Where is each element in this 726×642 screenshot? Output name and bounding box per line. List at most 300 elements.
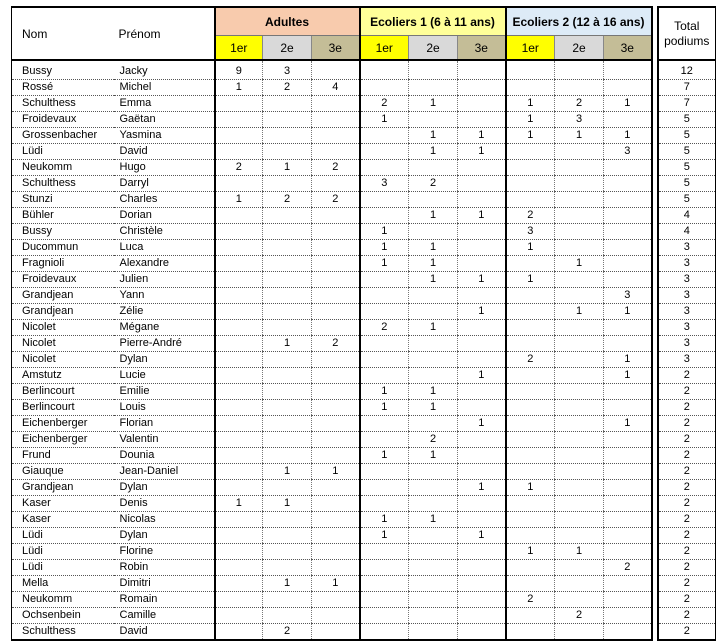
cell-a-1 bbox=[215, 544, 263, 560]
table-row bbox=[12, 576, 716, 592]
cell-prenom: Dylan bbox=[114, 352, 215, 368]
cell-e2-3 bbox=[604, 480, 652, 496]
cell-a-2 bbox=[263, 96, 312, 112]
cell-nom: Stunzi bbox=[12, 192, 114, 208]
cell-a-2 bbox=[263, 592, 312, 608]
cell-e1-3 bbox=[458, 576, 506, 592]
cell-nom: Ochsenbein bbox=[12, 608, 114, 624]
cell-prenom: Hugo bbox=[114, 160, 215, 176]
cell-a-1 bbox=[215, 448, 263, 464]
col-header-prenom: Prénom bbox=[114, 7, 215, 60]
cell-e2-1: 2 bbox=[506, 208, 555, 224]
cell-e1-2: 1 bbox=[409, 400, 458, 416]
cell-e2-2 bbox=[555, 592, 604, 608]
cell-nom: Berlincourt bbox=[12, 384, 114, 400]
cell-a-1 bbox=[215, 464, 263, 480]
cell-e1-2 bbox=[409, 80, 458, 96]
cell-nom: Schulthess bbox=[12, 96, 114, 112]
cell-a-1 bbox=[215, 288, 263, 304]
table-row bbox=[12, 256, 716, 272]
cell-e2-3 bbox=[604, 336, 652, 352]
cell-e2-1 bbox=[506, 464, 555, 480]
cell-e1-1: 2 bbox=[360, 96, 409, 112]
cell-e2-2 bbox=[555, 320, 604, 336]
cell-a-3 bbox=[312, 528, 360, 544]
cell-e1-3 bbox=[458, 80, 506, 96]
cell-e2-3 bbox=[604, 192, 652, 208]
cell-e1-2 bbox=[409, 576, 458, 592]
cell-nom: Schulthess bbox=[12, 176, 114, 192]
cell-prenom: Gaëtan bbox=[114, 112, 215, 128]
cell-a-2 bbox=[263, 320, 312, 336]
cell-e1-1 bbox=[360, 544, 409, 560]
cell-prenom: Romain bbox=[114, 592, 215, 608]
cell-e2-2 bbox=[555, 624, 604, 641]
cell-a-2 bbox=[263, 240, 312, 256]
cell-e1-2: 1 bbox=[409, 272, 458, 288]
cell-a-3 bbox=[312, 96, 360, 112]
cell-prenom: Florian bbox=[114, 416, 215, 432]
cell-a-2 bbox=[263, 384, 312, 400]
cell-a-2 bbox=[263, 288, 312, 304]
cell-e2-1 bbox=[506, 496, 555, 512]
cell-prenom: Dorian bbox=[114, 208, 215, 224]
cell-a-1 bbox=[215, 416, 263, 432]
cell-e2-3: 1 bbox=[604, 96, 652, 112]
cell-e1-1 bbox=[360, 624, 409, 641]
cell-e2-3 bbox=[604, 464, 652, 480]
cell-prenom: Denis bbox=[114, 496, 215, 512]
cell-a-2 bbox=[263, 416, 312, 432]
cell-e2-1 bbox=[506, 336, 555, 352]
ecoliers2-2e-header: 2e bbox=[555, 36, 604, 61]
cell-e1-2 bbox=[409, 464, 458, 480]
cell-e1-3 bbox=[458, 96, 506, 112]
cell-e1-1 bbox=[360, 480, 409, 496]
cell-a-2: 1 bbox=[263, 336, 312, 352]
cell-total: 2 bbox=[658, 592, 716, 608]
cell-a-3 bbox=[312, 224, 360, 240]
cell-a-3 bbox=[312, 128, 360, 144]
cell-e1-1 bbox=[360, 496, 409, 512]
cell-e2-3 bbox=[604, 208, 652, 224]
cell-a-1 bbox=[215, 176, 263, 192]
cell-total: 5 bbox=[658, 128, 716, 144]
cell-e2-2 bbox=[555, 160, 604, 176]
cell-e1-3 bbox=[458, 384, 506, 400]
cell-e1-1 bbox=[360, 592, 409, 608]
cell-e2-3 bbox=[604, 576, 652, 592]
cell-total: 5 bbox=[658, 144, 716, 160]
cell-a-2: 1 bbox=[263, 160, 312, 176]
cell-total: 3 bbox=[658, 352, 716, 368]
cell-e1-3: 1 bbox=[458, 144, 506, 160]
cell-e1-1 bbox=[360, 272, 409, 288]
cell-a-1 bbox=[215, 624, 263, 641]
cell-a-3 bbox=[312, 144, 360, 160]
cell-e1-1 bbox=[360, 416, 409, 432]
cell-total: 5 bbox=[658, 112, 716, 128]
cell-nom: Bussy bbox=[12, 60, 114, 80]
cell-a-3 bbox=[312, 496, 360, 512]
cell-prenom: Dylan bbox=[114, 528, 215, 544]
cell-e2-3: 1 bbox=[604, 304, 652, 320]
cell-prenom: Dimitri bbox=[114, 576, 215, 592]
cell-nom: Fragnioli bbox=[12, 256, 114, 272]
cell-e1-2 bbox=[409, 352, 458, 368]
cell-e2-3: 3 bbox=[604, 288, 652, 304]
cell-total: 2 bbox=[658, 368, 716, 384]
cell-nom: Froidevaux bbox=[12, 272, 114, 288]
total-header-line2: podiums bbox=[664, 33, 710, 48]
cell-e2-3 bbox=[604, 224, 652, 240]
cell-e2-2 bbox=[555, 384, 604, 400]
cell-a-2 bbox=[263, 144, 312, 160]
cell-e1-2 bbox=[409, 624, 458, 641]
cell-prenom: Luca bbox=[114, 240, 215, 256]
cell-e2-3 bbox=[604, 512, 652, 528]
cell-e1-1: 1 bbox=[360, 256, 409, 272]
cell-a-3 bbox=[312, 256, 360, 272]
cell-a-1 bbox=[215, 128, 263, 144]
cell-total: 2 bbox=[658, 560, 716, 576]
cell-total: 7 bbox=[658, 96, 716, 112]
cell-a-3 bbox=[312, 512, 360, 528]
cell-nom: Frund bbox=[12, 448, 114, 464]
table-row bbox=[12, 528, 716, 544]
cell-a-3 bbox=[312, 352, 360, 368]
cell-nom: Grossenbacher bbox=[12, 128, 114, 144]
cell-e2-2 bbox=[555, 144, 604, 160]
cell-prenom: David bbox=[114, 624, 215, 641]
cell-a-3: 2 bbox=[312, 192, 360, 208]
cell-e2-2 bbox=[555, 272, 604, 288]
cell-e1-3 bbox=[458, 240, 506, 256]
total-header-line1: Total bbox=[674, 18, 700, 33]
cell-a-1 bbox=[215, 144, 263, 160]
cell-prenom: Michel bbox=[114, 80, 215, 96]
cell-e2-3: 1 bbox=[604, 352, 652, 368]
cell-e1-3 bbox=[458, 624, 506, 641]
cell-total: 2 bbox=[658, 608, 716, 624]
cell-e2-2 bbox=[555, 400, 604, 416]
cell-e2-3: 1 bbox=[604, 128, 652, 144]
cell-e2-1 bbox=[506, 304, 555, 320]
cell-total: 2 bbox=[658, 576, 716, 592]
cell-a-2: 2 bbox=[263, 80, 312, 96]
cell-prenom: Valentin bbox=[114, 432, 215, 448]
table-row bbox=[12, 384, 716, 400]
ecoliers2-3e-header: 3e bbox=[604, 36, 652, 61]
cell-a-2 bbox=[263, 272, 312, 288]
cell-e2-1 bbox=[506, 288, 555, 304]
cell-nom: Grandjean bbox=[12, 288, 114, 304]
cell-nom: Nicolet bbox=[12, 320, 114, 336]
cell-a-3: 1 bbox=[312, 464, 360, 480]
cell-e2-3 bbox=[604, 448, 652, 464]
cell-a-2: 1 bbox=[263, 464, 312, 480]
cell-nom: Schulthess bbox=[12, 624, 114, 641]
cell-e1-3 bbox=[458, 256, 506, 272]
cell-e1-2: 2 bbox=[409, 432, 458, 448]
cell-nom: Lüdi bbox=[12, 528, 114, 544]
cell-a-3 bbox=[312, 112, 360, 128]
cell-prenom: Yann bbox=[114, 288, 215, 304]
cell-total: 2 bbox=[658, 416, 716, 432]
table-row bbox=[12, 240, 716, 256]
cell-nom: Nicolet bbox=[12, 336, 114, 352]
cell-e2-2 bbox=[555, 60, 604, 80]
cell-e1-2 bbox=[409, 416, 458, 432]
cell-e2-2 bbox=[555, 336, 604, 352]
cell-e2-2 bbox=[555, 352, 604, 368]
cell-a-1 bbox=[215, 576, 263, 592]
cell-e2-1: 1 bbox=[506, 480, 555, 496]
cell-prenom: Robin bbox=[114, 560, 215, 576]
cell-a-3 bbox=[312, 624, 360, 641]
cell-a-3 bbox=[312, 176, 360, 192]
cell-a-3 bbox=[312, 208, 360, 224]
table-row bbox=[12, 304, 716, 320]
cell-e1-2 bbox=[409, 160, 458, 176]
cell-e2-2 bbox=[555, 432, 604, 448]
table-row bbox=[12, 144, 716, 160]
cell-e2-1 bbox=[506, 256, 555, 272]
cell-e2-3: 3 bbox=[604, 144, 652, 160]
cell-e1-2: 1 bbox=[409, 320, 458, 336]
cell-e2-1: 2 bbox=[506, 592, 555, 608]
cell-e2-1: 1 bbox=[506, 272, 555, 288]
cell-total: 2 bbox=[658, 544, 716, 560]
cell-e1-1 bbox=[360, 336, 409, 352]
table-row bbox=[12, 496, 716, 512]
cell-a-3 bbox=[312, 320, 360, 336]
cell-e2-2: 1 bbox=[555, 128, 604, 144]
cell-nom: Nicolet bbox=[12, 352, 114, 368]
cell-e1-3 bbox=[458, 608, 506, 624]
cell-a-1 bbox=[215, 400, 263, 416]
cell-e2-3 bbox=[604, 80, 652, 96]
cell-a-3 bbox=[312, 608, 360, 624]
table-row bbox=[12, 272, 716, 288]
cell-e1-1 bbox=[360, 368, 409, 384]
cell-e1-1 bbox=[360, 352, 409, 368]
table-row bbox=[12, 432, 716, 448]
cell-e2-3 bbox=[604, 624, 652, 641]
cell-e2-2 bbox=[555, 464, 604, 480]
cell-total: 5 bbox=[658, 176, 716, 192]
cell-a-1 bbox=[215, 384, 263, 400]
cell-e1-2 bbox=[409, 608, 458, 624]
cell-prenom: Charles bbox=[114, 192, 215, 208]
cell-total: 12 bbox=[658, 60, 716, 80]
cell-a-3 bbox=[312, 240, 360, 256]
cell-e2-1 bbox=[506, 624, 555, 641]
cell-e1-3: 1 bbox=[458, 304, 506, 320]
cell-e2-1: 1 bbox=[506, 128, 555, 144]
cell-total: 5 bbox=[658, 192, 716, 208]
cell-nom: Neukomm bbox=[12, 160, 114, 176]
cell-e1-2 bbox=[409, 544, 458, 560]
cell-e2-1: 2 bbox=[506, 352, 555, 368]
cell-a-2 bbox=[263, 112, 312, 128]
cell-e2-2 bbox=[555, 496, 604, 512]
cell-e1-2: 1 bbox=[409, 128, 458, 144]
cell-e2-1 bbox=[506, 144, 555, 160]
cell-e1-2 bbox=[409, 592, 458, 608]
cell-prenom: Darryl bbox=[114, 176, 215, 192]
cell-e2-1 bbox=[506, 60, 555, 80]
col-header-total bbox=[658, 7, 716, 60]
cell-a-1: 2 bbox=[215, 160, 263, 176]
cell-a-1 bbox=[215, 512, 263, 528]
cell-a-3 bbox=[312, 288, 360, 304]
cell-a-2 bbox=[263, 224, 312, 240]
cell-total: 2 bbox=[658, 432, 716, 448]
cell-e1-3: 1 bbox=[458, 416, 506, 432]
cell-e2-1: 1 bbox=[506, 96, 555, 112]
adultes-3e-header: 3e bbox=[312, 36, 360, 61]
cell-e1-2 bbox=[409, 496, 458, 512]
cell-e2-3 bbox=[604, 544, 652, 560]
cell-a-1 bbox=[215, 112, 263, 128]
cell-total: 3 bbox=[658, 256, 716, 272]
group-header-adultes: Adultes bbox=[215, 7, 360, 36]
cell-nom: Ducommun bbox=[12, 240, 114, 256]
cell-e2-3 bbox=[604, 432, 652, 448]
cell-nom: Froidevaux bbox=[12, 112, 114, 128]
cell-a-2: 3 bbox=[263, 60, 312, 80]
cell-total: 2 bbox=[658, 400, 716, 416]
cell-nom: Lüdi bbox=[12, 544, 114, 560]
cell-e1-3: 1 bbox=[458, 368, 506, 384]
cell-e1-1 bbox=[360, 192, 409, 208]
cell-nom: Kaser bbox=[12, 496, 114, 512]
table-row bbox=[12, 592, 716, 608]
cell-a-3 bbox=[312, 384, 360, 400]
table-row bbox=[12, 80, 716, 96]
cell-e1-1 bbox=[360, 208, 409, 224]
cell-e2-2 bbox=[555, 288, 604, 304]
cell-e1-3: 1 bbox=[458, 208, 506, 224]
cell-e1-1: 1 bbox=[360, 384, 409, 400]
cell-a-2: 1 bbox=[263, 496, 312, 512]
cell-a-3 bbox=[312, 368, 360, 384]
cell-e1-2 bbox=[409, 60, 458, 80]
cell-prenom: Yasmina bbox=[114, 128, 215, 144]
cell-e2-2 bbox=[555, 192, 604, 208]
cell-prenom: Julien bbox=[114, 272, 215, 288]
cell-e1-3 bbox=[458, 496, 506, 512]
cell-e2-1 bbox=[506, 448, 555, 464]
cell-prenom: Jean-Daniel bbox=[114, 464, 215, 480]
cell-e2-1 bbox=[506, 512, 555, 528]
cell-e2-2 bbox=[555, 512, 604, 528]
cell-e1-3: 1 bbox=[458, 128, 506, 144]
cell-total: 2 bbox=[658, 624, 716, 641]
table-row bbox=[12, 608, 716, 624]
cell-e2-1 bbox=[506, 528, 555, 544]
cell-e2-1 bbox=[506, 384, 555, 400]
cell-e1-3 bbox=[458, 448, 506, 464]
cell-a-3 bbox=[312, 432, 360, 448]
cell-nom: Grandjean bbox=[12, 480, 114, 496]
cell-prenom: Christèle bbox=[114, 224, 215, 240]
cell-a-3: 2 bbox=[312, 336, 360, 352]
cell-total: 3 bbox=[658, 288, 716, 304]
col-header-nom: Nom bbox=[12, 7, 114, 60]
table-row bbox=[12, 128, 716, 144]
cell-e1-1 bbox=[360, 128, 409, 144]
cell-nom: Eichenberger bbox=[12, 416, 114, 432]
cell-e1-3 bbox=[458, 320, 506, 336]
cell-a-3 bbox=[312, 560, 360, 576]
cell-a-1 bbox=[215, 320, 263, 336]
cell-e2-3 bbox=[604, 400, 652, 416]
cell-e2-3 bbox=[604, 240, 652, 256]
cell-e1-3 bbox=[458, 400, 506, 416]
table-row bbox=[12, 416, 716, 432]
cell-e1-3 bbox=[458, 560, 506, 576]
cell-prenom: Alexandre bbox=[114, 256, 215, 272]
cell-e1-1: 1 bbox=[360, 448, 409, 464]
cell-a-3 bbox=[312, 544, 360, 560]
cell-e1-1 bbox=[360, 60, 409, 80]
cell-nom: Berlincourt bbox=[12, 400, 114, 416]
cell-e1-1: 1 bbox=[360, 512, 409, 528]
cell-a-2 bbox=[263, 128, 312, 144]
cell-e2-1: 3 bbox=[506, 224, 555, 240]
cell-e2-3 bbox=[604, 60, 652, 80]
cell-e2-1 bbox=[506, 560, 555, 576]
table-row bbox=[12, 544, 716, 560]
cell-e2-1 bbox=[506, 608, 555, 624]
cell-e1-1: 3 bbox=[360, 176, 409, 192]
podium-table bbox=[11, 6, 716, 641]
cell-e1-1: 1 bbox=[360, 240, 409, 256]
cell-nom: Mella bbox=[12, 576, 114, 592]
cell-prenom: Louis bbox=[114, 400, 215, 416]
cell-e1-1: 1 bbox=[360, 400, 409, 416]
cell-a-1: 9 bbox=[215, 60, 263, 80]
cell-a-2 bbox=[263, 448, 312, 464]
cell-a-1: 1 bbox=[215, 80, 263, 96]
group-header-ecoliers2: Ecoliers 2 (12 à 16 ans) bbox=[506, 7, 652, 36]
cell-a-2 bbox=[263, 176, 312, 192]
cell-prenom: Emilie bbox=[114, 384, 215, 400]
cell-e1-2 bbox=[409, 368, 458, 384]
cell-e1-1: 1 bbox=[360, 224, 409, 240]
cell-a-1 bbox=[215, 304, 263, 320]
cell-e2-1 bbox=[506, 192, 555, 208]
cell-a-1 bbox=[215, 592, 263, 608]
cell-e2-2 bbox=[555, 368, 604, 384]
cell-e1-3: 1 bbox=[458, 528, 506, 544]
podium-table-body bbox=[12, 60, 716, 640]
ecoliers1-1er-header: 1er bbox=[360, 36, 409, 61]
cell-e2-3 bbox=[604, 592, 652, 608]
table-row bbox=[12, 160, 716, 176]
cell-a-1 bbox=[215, 368, 263, 384]
cell-a-1 bbox=[215, 208, 263, 224]
cell-prenom: Camille bbox=[114, 608, 215, 624]
cell-total: 4 bbox=[658, 224, 716, 240]
cell-e2-2 bbox=[555, 560, 604, 576]
cell-e2-2 bbox=[555, 176, 604, 192]
cell-e2-2 bbox=[555, 240, 604, 256]
cell-a-2 bbox=[263, 304, 312, 320]
table-row bbox=[12, 464, 716, 480]
